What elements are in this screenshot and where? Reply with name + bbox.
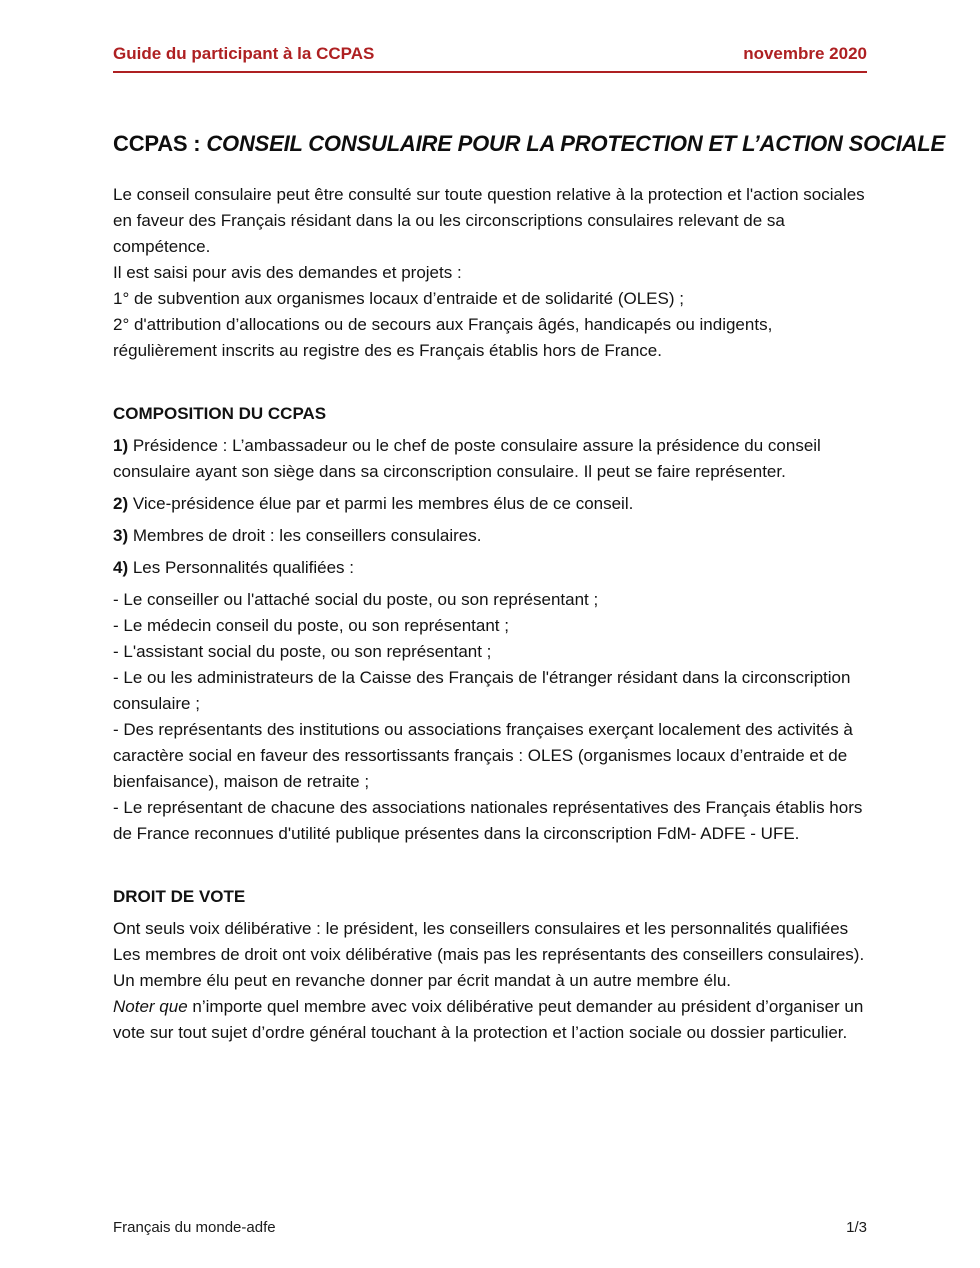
note-rest: n’importe quel membre avec voix délibérative peut demander au président d’organiser un vote sur tout sujet d’ordre général touchant à la protection et l’action sociale ou dossier particulier. [113,997,864,1042]
composition-item [113,433,867,485]
page-header [113,44,867,73]
bullet-item: - Le conseiller ou l'attaché social du poste, ou son représentant ; [113,590,599,609]
intro-paragraph: 1° de subvention aux organismes locaux d’entraide et de solidarité (OLES) ; [113,289,684,308]
vote-paragraph: Ont seuls voix délibérative : le président, les conseillers consulaires et les personnalités qualifiées [113,919,849,938]
composition-item [113,491,867,517]
composition-item [113,523,867,549]
item-number: 1) [113,436,129,455]
composition-item [113,555,867,581]
item-text: Membres de droit : les conseillers consulaires. [128,526,482,545]
header-title: Guide du participant à la CCPAS [113,44,375,63]
voting-rights-section [113,887,867,1046]
voting-rights-heading: DROIT DE VOTE [113,887,246,906]
bullet-item: - L'assistant social du poste, ou son représentant ; [113,642,492,661]
item-text: Présidence : L’ambassadeur ou le chef de poste consulaire assure la présidence du conseil consulaire ayant son siège dans sa circonscription consulaire. Il peut se faire représenter. [113,436,821,481]
title-main: CONSEIL CONSULAIRE POUR LA PROTECTION ET L’ACTION SOCIALE [206,131,946,156]
title-prefix: CCPAS : [113,131,207,156]
item-text: Vice-présidence élue par et parmi les membres élus de ce conseil. [128,494,634,513]
bullet-item: - Le médecin conseil du poste, ou son représentant ; [113,616,509,635]
item-number: 2) [113,494,129,513]
page-footer [113,1219,867,1236]
note-lead: Noter que [113,997,188,1016]
document-title [113,131,946,157]
intro-paragraph: Le conseil consulaire peut être consulté sur toute question relative à la protection et l'action sociales en faveur des Français résidant dans la ou les circonscriptions consulaires relevant de sa compétence. [113,185,865,256]
item-text: Les Personnalités qualifiées : [128,558,354,577]
vote-paragraph: Les membres de droit ont voix délibérative (mais pas les représentants des conseillers consulaires). Un membre élu peut en revanche donner par écrit mandat à un autre membre élu. [113,945,865,990]
vote-note [113,994,867,1046]
bullet-item: - Le représentant de chacune des associations nationales représentatives des Français établis hors de France reconnues d'utilité publique présentes dans la circonscription FdM- ADFE - UFE. [113,798,863,843]
footer-page-number: 1/3 [846,1219,867,1236]
bullet-item: - Des représentants des institutions ou associations françaises exerçant localement des activités à caractère social en faveur des ressortissants français : OLES (organismes locaux d’entraide et de bienfaisance), maison de retraite ; [113,720,853,791]
footer-organization: Français du monde-adfe [113,1219,276,1236]
item-number: 3) [113,526,129,545]
qualified-persons-list [113,587,867,847]
bullet-item: - Le ou les administrateurs de la Caisse des Français de l'étranger résidant dans la circonscription consulaire ; [113,668,851,713]
composition-heading: COMPOSITION DU CCPAS [113,404,327,423]
item-number: 4) [113,558,129,577]
intro-paragraph: 2° d'attribution d’allocations ou de secours aux Français âgés, handicapés ou indigents, régulièrement inscrits au registre des es Français établis hors de France. [113,315,773,360]
header-date: novembre 2020 [743,44,867,63]
intro-paragraph: Il est saisi pour avis des demandes et projets : [113,263,462,282]
composition-section [113,404,867,847]
intro-section [113,182,867,364]
